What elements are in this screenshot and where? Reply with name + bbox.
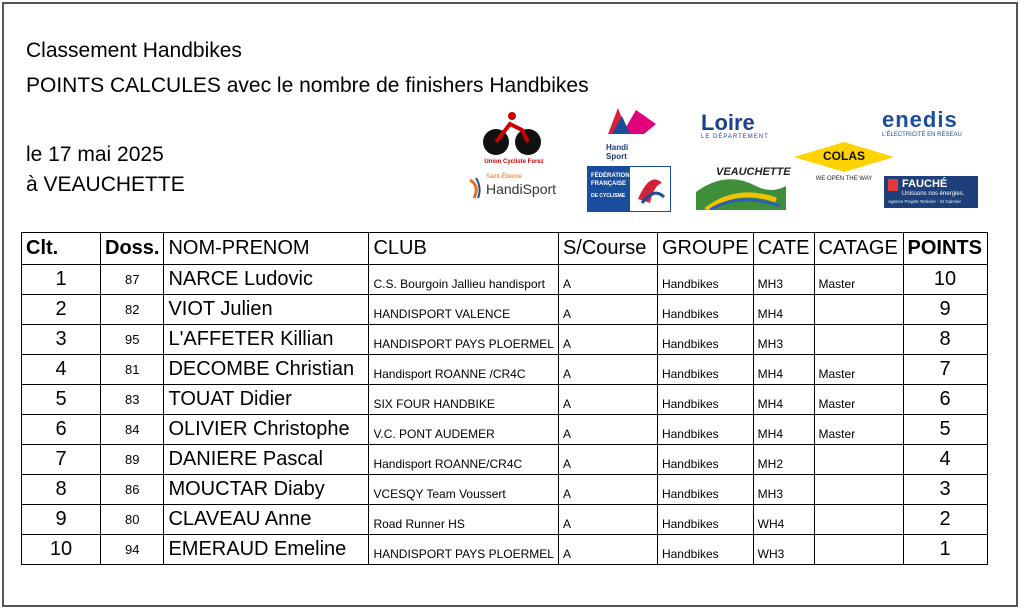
- cell-points: 6: [903, 385, 987, 415]
- cell-rank: 3: [22, 325, 101, 355]
- cell-rank: 9: [22, 505, 101, 535]
- table-header-row: [22, 233, 988, 265]
- title-line-1: Classement Handbikes: [26, 39, 242, 62]
- table-row: [22, 505, 988, 535]
- enedis-logo: [882, 108, 982, 142]
- cell-doss: 87: [101, 265, 164, 295]
- cell-club: Handisport ROANNE /CR4C: [369, 355, 559, 385]
- cell-cate: MH4: [753, 355, 814, 385]
- cell-doss: 86: [101, 475, 164, 505]
- cell-name: DANIERE Pascal: [164, 445, 369, 475]
- cell-groupe: Handbikes: [657, 415, 753, 445]
- cell-doss: 89: [101, 445, 164, 475]
- ffc-line2: FRANÇAISE: [591, 181, 627, 187]
- col-header-points: POINTS: [903, 233, 987, 265]
- cell-course: A: [558, 265, 657, 295]
- cell-name: L'AFFETER Killian: [164, 325, 369, 355]
- table-row: [22, 445, 988, 475]
- cell-name: NARCE Ludovic: [164, 265, 369, 295]
- cell-cate: WH3: [753, 535, 814, 565]
- table-row: [22, 265, 988, 295]
- cell-rank: 1: [22, 265, 101, 295]
- cell-points: 10: [903, 265, 987, 295]
- cell-cate: MH3: [753, 475, 814, 505]
- cell-rank: 5: [22, 385, 101, 415]
- cell-club: V.C. PONT AUDEMER: [369, 415, 559, 445]
- cell-doss: 82: [101, 295, 164, 325]
- cell-groupe: Handbikes: [657, 385, 753, 415]
- cell-name: DECOMBE Christian: [164, 355, 369, 385]
- col-header-clt: Clt.: [22, 233, 101, 265]
- ffc-logo: [587, 166, 671, 212]
- cell-course: A: [558, 535, 657, 565]
- cell-groupe: Handbikes: [657, 295, 753, 325]
- colas-text: COLAS: [823, 149, 865, 163]
- saint-etienne-handisport-logo: [468, 174, 564, 202]
- cell-rank: 4: [22, 355, 101, 385]
- col-header-catage: CATAGE: [814, 233, 903, 265]
- cell-name: CLAVEAU Anne: [164, 505, 369, 535]
- cell-catage: [814, 445, 903, 475]
- cell-catage: Master: [814, 385, 903, 415]
- handisport-big-text: HandiSport: [486, 181, 557, 197]
- cell-cate: MH4: [753, 415, 814, 445]
- cell-cate: MH4: [753, 385, 814, 415]
- colas-sub: WE OPEN THE WAY: [815, 176, 873, 182]
- results-table: [21, 232, 988, 565]
- cell-points: 5: [903, 415, 987, 445]
- col-header-groupe: GROUPE: [657, 233, 753, 265]
- table-row: [22, 295, 988, 325]
- cell-catage: [814, 295, 903, 325]
- cell-name: MOUCTAR Diaby: [164, 475, 369, 505]
- cell-doss: 83: [101, 385, 164, 415]
- cell-doss: 81: [101, 355, 164, 385]
- fauche-mark-icon: [888, 179, 898, 191]
- ucf-logo: [476, 108, 552, 170]
- cell-course: A: [558, 415, 657, 445]
- fauche-logo: [884, 176, 978, 208]
- handisport-mark-icon: [604, 104, 662, 138]
- cell-course: A: [558, 355, 657, 385]
- col-header-doss: Doss.: [101, 233, 164, 265]
- ucf-caption: Union Cycliste Forez: [484, 159, 544, 165]
- cell-course: A: [558, 505, 657, 535]
- handisport-small-text: Handi Sport: [606, 143, 629, 161]
- cell-groupe: Handbikes: [657, 535, 753, 565]
- col-header-club: CLUB: [369, 233, 559, 265]
- cell-doss: 80: [101, 505, 164, 535]
- cell-rank: 8: [22, 475, 101, 505]
- cell-name: EMERAUD Emeline: [164, 535, 369, 565]
- fauche-text: FAUCHÉ: [902, 178, 948, 190]
- cell-catage: [814, 535, 903, 565]
- cell-doss: 94: [101, 535, 164, 565]
- cell-club: HANDISPORT PAYS PLOERMEL: [369, 535, 559, 565]
- enedis-sub: L'ÉLECTRICITÉ EN RÉSEAU: [882, 132, 962, 138]
- event-place: à VEAUCHETTE: [26, 173, 185, 196]
- cell-course: A: [558, 385, 657, 415]
- event-date: le 17 mai 2025: [26, 143, 164, 166]
- cell-rank: 10: [22, 535, 101, 565]
- table-row: [22, 385, 988, 415]
- loire-text: Loire: [701, 110, 755, 135]
- cell-club: Handisport ROANNE/CR4C: [369, 445, 559, 475]
- veauchette-text: VEAUCHETTE: [716, 166, 791, 178]
- cell-club: C.S. Bourgoin Jallieu handisport: [369, 265, 559, 295]
- cell-cate: MH4: [753, 295, 814, 325]
- col-header-course: S/Course: [558, 233, 657, 265]
- cell-groupe: Handbikes: [657, 355, 753, 385]
- saint-etienne-text: Saint-Étienne: [486, 174, 523, 180]
- veauchette-logo: [696, 156, 791, 210]
- cell-cate: MH3: [753, 265, 814, 295]
- table-row: [22, 325, 988, 355]
- cell-rank: 7: [22, 445, 101, 475]
- ffc-emblem-icon: [632, 169, 668, 209]
- cell-points: 7: [903, 355, 987, 385]
- cell-club: Road Runner HS: [369, 505, 559, 535]
- cell-club: HANDISPORT VALENCE: [369, 295, 559, 325]
- colas-logo: [792, 140, 896, 186]
- cell-groupe: Handbikes: [657, 475, 753, 505]
- cell-cate: MH3: [753, 325, 814, 355]
- table-row: [22, 535, 988, 565]
- cell-catage: Master: [814, 415, 903, 445]
- table-row: [22, 355, 988, 385]
- cell-points: 4: [903, 445, 987, 475]
- cell-points: 2: [903, 505, 987, 535]
- ffc-line3: DE CYCLISME: [591, 193, 626, 199]
- cell-course: A: [558, 475, 657, 505]
- veauchette-landscape-icon: [696, 156, 786, 210]
- table-row: [22, 415, 988, 445]
- cell-name: TOUAT Didier: [164, 385, 369, 415]
- title-line-2: POINTS CALCULES avec le nombre de finishers Handbikes: [26, 74, 589, 97]
- cell-catage: [814, 505, 903, 535]
- cell-doss: 95: [101, 325, 164, 355]
- cell-cate: MH2: [753, 445, 814, 475]
- cell-groupe: Handbikes: [657, 445, 753, 475]
- cell-points: 9: [903, 295, 987, 325]
- cell-catage: Master: [814, 355, 903, 385]
- cell-rank: 2: [22, 295, 101, 325]
- cell-points: 3: [903, 475, 987, 505]
- cell-club: VCESQY Team Voussert: [369, 475, 559, 505]
- fauche-sub1: Unissons nos énergies.: [902, 191, 965, 197]
- cell-groupe: Handbikes: [657, 265, 753, 295]
- cell-name: OLIVIER Christophe: [164, 415, 369, 445]
- cell-catage: [814, 325, 903, 355]
- cell-rank: 6: [22, 415, 101, 445]
- cell-points: 8: [903, 325, 987, 355]
- cell-cate: WH4: [753, 505, 814, 535]
- swoosh-icon: [468, 176, 484, 200]
- col-header-name: NOM-PRENOM: [164, 233, 369, 265]
- cell-club: SIX FOUR HANDBIKE: [369, 385, 559, 415]
- handisport-small-logo: [604, 104, 662, 160]
- loire-sub: LE DÉPARTEMENT: [701, 134, 769, 140]
- cell-course: A: [558, 295, 657, 325]
- fauche-sub2: Agence Projets Tertiaire - St Galmier: [888, 199, 961, 204]
- enedis-text: enedis: [882, 107, 958, 132]
- cell-catage: [814, 475, 903, 505]
- cell-catage: Master: [814, 265, 903, 295]
- ffc-line1: FÉDÉRATION: [591, 173, 630, 179]
- cell-club: HANDISPORT PAYS PLOERMEL: [369, 325, 559, 355]
- cell-groupe: Handbikes: [657, 505, 753, 535]
- loire-logo: [701, 112, 777, 144]
- cell-course: A: [558, 445, 657, 475]
- col-header-cate: CATE: [753, 233, 814, 265]
- cell-name: VIOT Julien: [164, 295, 369, 325]
- cell-course: A: [558, 325, 657, 355]
- cell-groupe: Handbikes: [657, 325, 753, 355]
- table-row: [22, 475, 988, 505]
- cell-doss: 84: [101, 415, 164, 445]
- cell-points: 1: [903, 535, 987, 565]
